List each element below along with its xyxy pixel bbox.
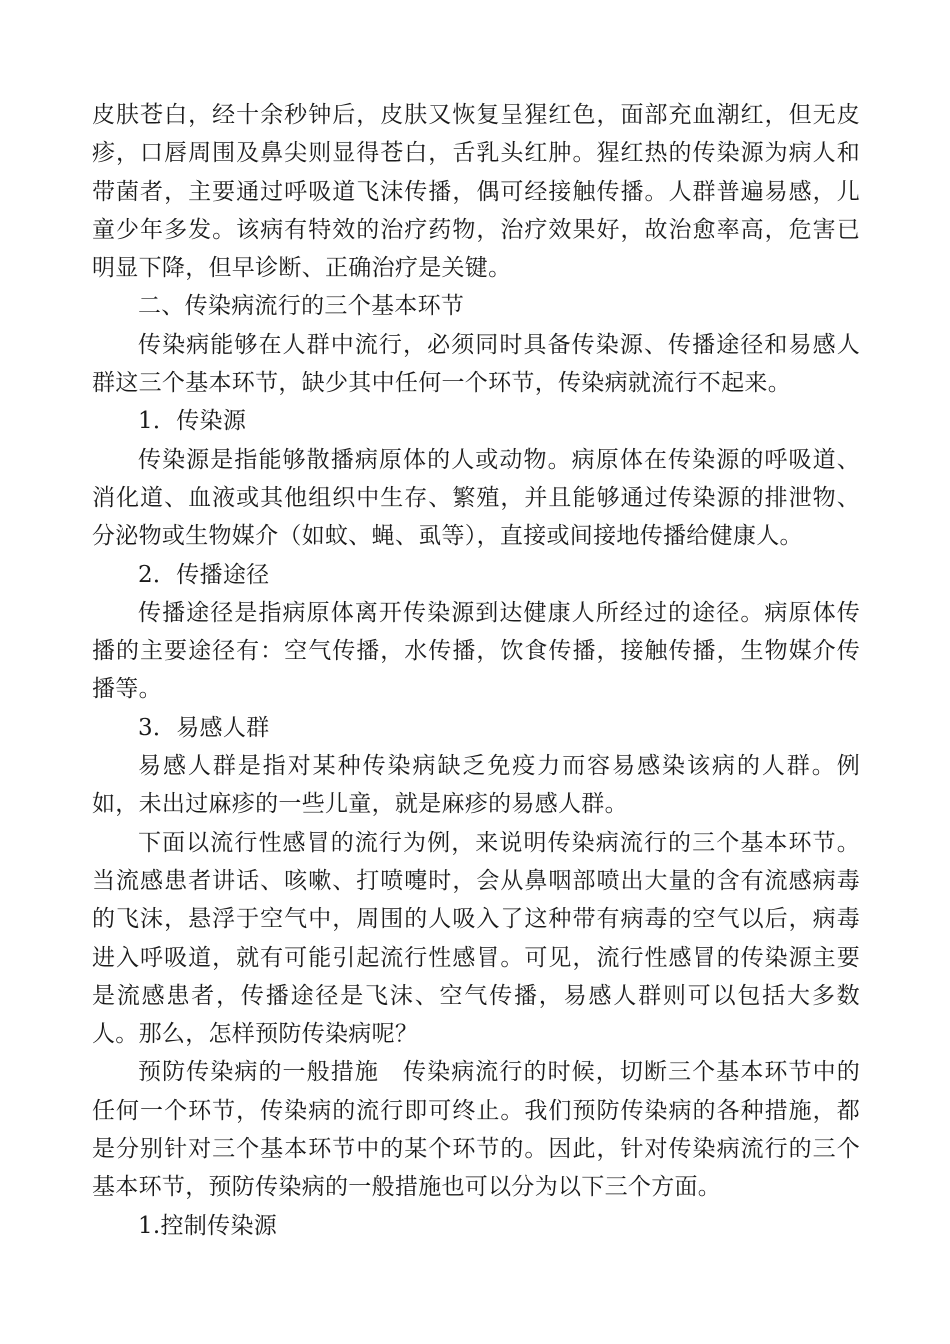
paragraph-route: 传播途径是指病原体离开传染源到达健康人所经过的途径。病原体传播的主要途径有：空气传播，水传播，饮食传播，接触传播，生物媒介传播等。 [92,599,860,703]
paragraph-prevention: 预防传染病的一般措施 传染病流行的时候，切断三个基本环节中的任何一个环节，传染病的流行即可终止。我们预防传染病的各种措施，都是分别针对三个基本环节中的某个环节的。因此，针对传染病流行的三个基本环节，预防传染病的一般措施也可以分为以下三个方面。 [92,1059,860,1201]
paragraph-susceptible: 易感人群是指对某种传染病缺乏免疫力而容易感染该病的人群。例如，未出过麻疹的一些儿童，就是麻疹的易感人群。 [92,753,860,818]
paragraph-continuation: 皮肤苍白，经十余秒钟后，皮肤又恢复呈猩红色，面部充血潮红，但无皮疹，口唇周围及鼻尖则显得苍白，舌乳头红肿。猩红热的传染源为病人和带菌者，主要通过呼吸道飞沫传播，偶可经接触传播。人群普遍易感，儿童少年多发。该病有特效的治疗药物，治疗效果好，故治愈率高，危害已明显下降，但早诊断、正确治疗是关键。 [92,102,860,282]
subheading-susceptible: 3．易感人群 [138,714,270,741]
paragraph-source: 传染源是指能够散播病原体的人或动物。病原体在传染源的呼吸道、消化道、血液或其他组织中生存、繁殖，并且能够通过传染源的排泄物、分泌物或生物媒介（如蚊、蝇、虱等），直接或间接地传播给健康人。 [92,446,860,550]
paragraph-influenza-example: 下面以流行性感冒的流行为例，来说明传染病流行的三个基本环节。当流感患者讲话、咳嗽、打喷嚏时，会从鼻咽部喷出大量的含有流感病毒的飞沫，悬浮于空气中，周围的人吸入了这种带有病毒的空气以后，病毒进入呼吸道，就有可能引起流行性感冒。可见，流行性感冒的传染源主要是流感患者，传播途径是飞沫、空气传播，易感人群则可以包括大多数人。那么，怎样预防传染病呢？ [92,829,860,1048]
paragraph-intro: 传染病能够在人群中流行，必须同时具备传染源、传播途径和易感人群这三个基本环节，缺少其中任何一个环节，传染病就流行不起来。 [92,331,860,397]
subheading-route: 2．传播途径 [138,561,270,588]
subheading-control-source: 1.控制传染源 [138,1212,278,1239]
section-heading: 二、传染病流行的三个基本环节 [138,293,465,320]
document-page [92,96,860,1245]
subheading-source: 1．传染源 [138,408,247,435]
